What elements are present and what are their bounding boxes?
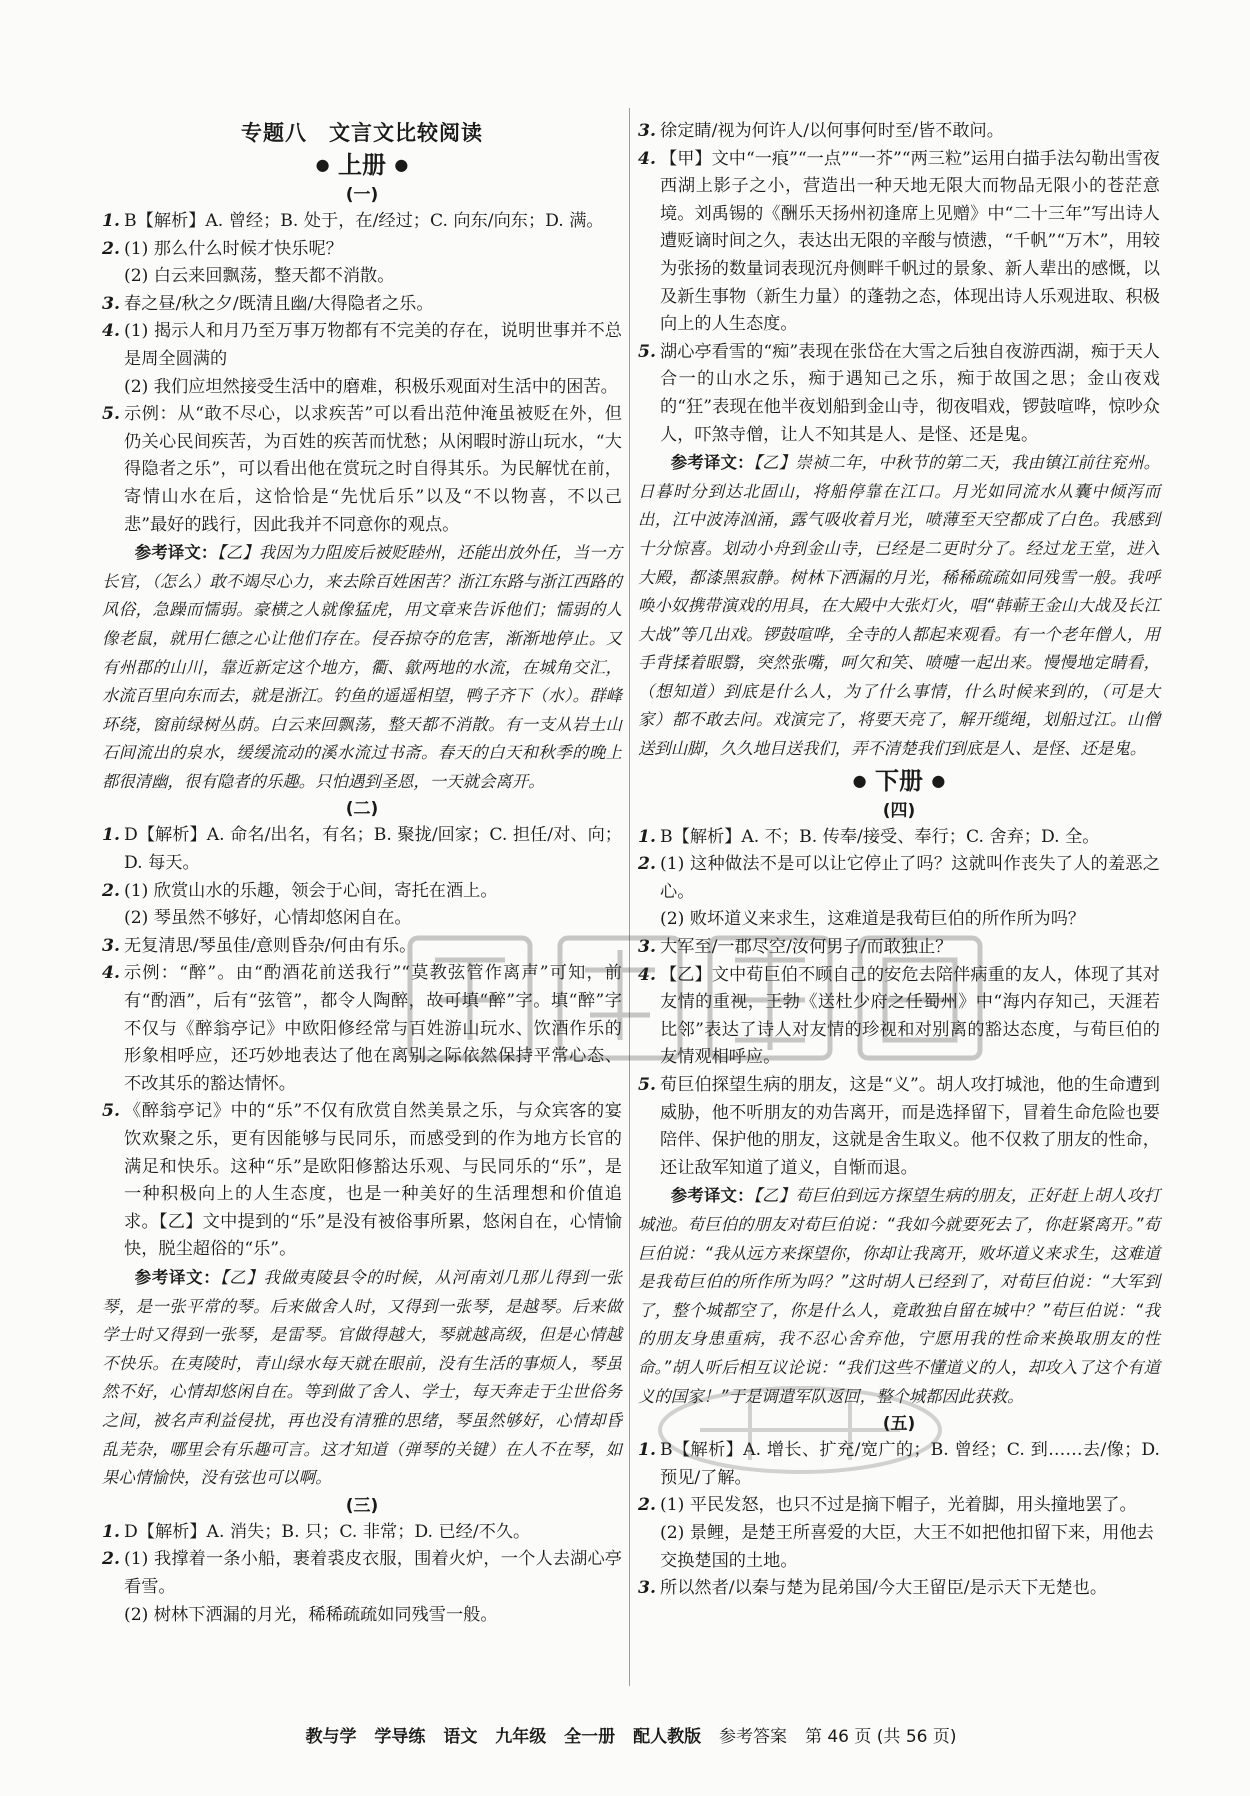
page-number: 第 46 页 (共 56 页) [804, 1727, 957, 1747]
question-item: 1. B【解析】A. 不；B. 传奉/接受、奉行；C. 舍弃；D. 全。 [638, 826, 1100, 847]
question-item: 2. (1) 平民发怒，也只不过是摘下帽子，光着脚，用头撞地罢了。 [638, 1495, 1137, 1516]
answer-line: (2) 琴虽然不够好，心情却悠闲自在。 [124, 908, 412, 929]
answer-line: (2) 白云来回飘荡，整天都不消散。 [124, 266, 395, 287]
footer-edition: 配人教版 [633, 1727, 702, 1747]
reference-translation: 参考译文：【乙】崇祯二年，中秋节的第二天，我由镇江前往兖州。日暮时分到达北固山，将船停靠在江口。月光如同流水从囊中倾泻而出，江中波涛汹涌，露气吸收着月光，喷薄至天空都成了白色。我感到十分惊喜。划动小舟到金山寺，已经是二更时分了。经过龙王堂，进入大殿，都漆黑寂静。树林下洒漏的月光，稀稀疏疏如同残雪一般。我呼唤小奴携带演戏的用具，在大殿中大张灯火，唱“韩蕲王金山大战及长江大战”等几出戏。锣鼓喧哗，全寺的人都起来观看。有一个老年僧人，用手背揉着眼翳，突然张嘴，呵欠和笑、喷嚏一起出来。慢慢地定睛看，（想知道）到底是什么人，为了什么事情，什么时候来到的，（可是大家）都不敢去问。戏演完了，将要天亮了，解开缆绳，划船过江。山僧送到山脚，久久地目送我们，弄不清楚我们到底是人、是怪、还是鬼。 [638, 453, 1160, 759]
question-item: 2. (1) 这种做法不是可以让它停止了吗？这就叫作丧失了人的羞恶之心。 [638, 854, 1160, 902]
section-heading-2: (二) [345, 799, 379, 820]
answer-line: (2) 我们应坦然接受生活中的磨难，积极乐观面对生活中的困苦。 [124, 376, 618, 397]
answer-line: (2) 败坏道义来求生，这难道是我荀巨伯的所作所为吗？ [660, 909, 1086, 930]
page-title: 专题八 文言文比较阅读 [241, 121, 483, 145]
footer-volume: 全一册 [564, 1727, 616, 1747]
footer-book: 教与学 [305, 1727, 357, 1747]
right-column [638, 118, 1166, 1688]
section-heading-1: (一) [345, 185, 379, 205]
question-item: 4. (1) 揭示人和月乃至万事万物都有不完美的存在，说明世事并不总是周全圆满的 [102, 321, 622, 369]
left-column [102, 118, 622, 1688]
footer-section: 参考答案 [719, 1727, 788, 1747]
question-item: 2. (1) 我撑着一条小船，裹着裘皮衣服，围着火炉，一个人去湖心亭看雪。 [102, 1549, 622, 1597]
question-item: 2. (1) 欣赏山水的乐趣，领会于心间，寄托在酒上。 [102, 880, 498, 901]
question-item: 1. D【解析】A. 消失；B. 只；C. 非常；D. 已经/不久。 [102, 1521, 531, 1542]
question-item: 3. 徐定睛/视为何许人/以何事何时至/皆不敢问。 [638, 121, 1004, 141]
question-item: 1. D【解析】A. 命名/出名，有名；B. 聚拢/回家；C. 担任/对、向；D. 每天。 [102, 825, 622, 874]
page-footer [102, 1722, 1160, 1747]
question-item: 5. 湖心亭看雪的“痴”表现在张岱在大雪之后独自夜游西湖，痴于天人合一的山水之乐，痴于遇知己之乐，痴于故国之思；金山夜戏的“狂”表现在他半夜划船到金山寺，彻夜唱戏，锣鼓喧哗，惊吵众人，吓煞寺僧，让人不知其是人、是怪、还是鬼。 [638, 341, 1160, 445]
section-heading-5: (五) [882, 1414, 916, 1435]
footer-subject: 语文 [443, 1727, 478, 1747]
question-item: 4. 【乙】文中荀巨伯不顾自己的安危去陪伴病重的友人，体现了其对友情的重视，王勃《送杜少府之任蜀州》中“海内存知己，天涯若比邻”表达了诗人对友情的珍视和对别离的豁达态度，与荀巨伯的友情观相呼应。 [638, 964, 1160, 1068]
question-item: 3. 无复清思/琴虽佳/意则昏杂/何由有乐。 [102, 935, 417, 956]
question-item: 4. 【甲】文中“一痕”“一点”“一芥”“两三粒”运用白描手法勾勒出雪夜西湖上影子之小，营造出一种天地无限大而物品无限小的苍茫意境。刘禹锡的《酬乐天扬州初逢席上见赠》中“二十三年”写出诗人遭贬谪时间之久，表达出无限的辛酸与愤懑，“千帆”“万木”，用较为张扬的数量词表现沉舟侧畔千帆过的景象、新人辈出的感慨，以及新生事物（新生力量）的蓬勃之态，体现出诗人乐观进取、积极向上的人生态度。 [638, 148, 1160, 335]
footer-grade: 九年级 [495, 1727, 547, 1747]
volume-heading-up: ● 上册 ● [315, 151, 409, 179]
answer-line: (2) 景鲤，是楚王所喜爱的大臣，大王不如把他扣留下来，用他去交换楚国的土地。 [660, 1522, 1154, 1571]
volume-heading-down: ● 下册 ● [852, 766, 946, 795]
question-item: 1. B【解析】A. 增长、扩充/宽广的；B. 曾经；C. 到……去/像；D. 预见/了解。 [638, 1440, 1166, 1488]
question-item: 5. 《醉翁亭记》中的“乐”不仅有欣赏自然美景之乐，与众宾客的宴饮欢聚之乐，更有因能够与民同乐，而感受到的作为地方长官的满足和快乐。这种“乐”是欧阳修豁达乐观、与民同乐的“乐”，是一种积极向上的人生态度，也是一种美好的生活理想和价值追求。【乙】文中提到的“乐”是没有被俗事所累，悠闲自在，心情愉快，脱尘超俗的“乐”。 [102, 1101, 622, 1260]
question-item: 3. 所以然者/以秦与楚为昆弟国/今大王留臣/是示天下无楚也。 [638, 1578, 1108, 1599]
question-item: 1. B【解析】A. 曾经；B. 处于，在/经过；C. 向东/向东；D. 满。 [102, 211, 604, 231]
footer-series: 学导练 [374, 1727, 426, 1747]
reference-translation: 参考译文：【乙】荀巨伯到远方探望生病的朋友，正好赶上胡人攻打城池。荀巨伯的朋友对荀巨伯说：“我如今就要死去了，你赶紧离开。”荀巨伯说：“我从远方来探望你，你却让我离开，败坏道义来求生，这难道是我荀巨伯的所作所为吗？”这时胡人已经到了，对荀巨伯说：“大军到了，整个城都空了，你是什么人，竟敢独自留在城中？”荀巨伯说：“我的朋友身患重病，我不忍心舍弃他，宁愿用我的性命来换取朋友的性命。”胡人听后相互议论说：“我们这些不懂道义的人，却攻入了这个有道义的国家！”于是调遣军队返回，整个城都因此获救。 [638, 1186, 1160, 1406]
question-item: 4. 示例：“醉”。由“酌酒花前送我行”“莫教弦管作离声”可知，前有“酌酒”，后有“弦管”，都令人陶醉，故可填“醉”字。填“醉”字不仅与《醉翁亭记》中欧阳修经常与百姓游山玩水、饮酒作乐的形象相呼应，还巧妙地表达了他在离别之际依然保持平常心态、不改其乐的豁达情怀。 [102, 963, 622, 1094]
section-heading-4: (四) [882, 800, 916, 821]
question-item: 2. (1) 那么什么时候才快乐呢？ [102, 238, 343, 259]
reference-translation: 参考译文：【乙】我因为力阻废后被贬睦州，还能出放外任，当一方长官，（怎么）敢不竭尽心力，来去除百姓困苦？浙江东路与浙江西路的风俗，急躁而懦弱。豪横之人就像猛虎，用文章来告诉他们；懦弱的人像老鼠，就用仁德之心让他们存在。侵吞掠夺的危害，渐渐地停止。又有州郡的山川，靠近新定这个地方，衢、歙两地的水流，在城角交汇，水流百里向东而去，就是浙江。钓鱼的遥遥相望，鸭子齐下（水）。群峰环绕，窗前绿树丛荫。白云来回飘荡，整天都不消散。有一支从岩土山石间流出的泉水，缓缓流动的溪水流过书斋。春天的白天和秋季的晚上都很清幽，很有隐者的乐趣。只怕遇到圣恩，一天就会离开。 [102, 543, 622, 791]
column-divider [629, 108, 630, 1686]
question-item: 5. 荀巨伯探望生病的朋友，这是“义”。胡人攻打城池，他的生命遭到威胁，他不听朋友的劝告离开，而是选择留下，冒着生命危险也要陪伴、保护他的朋友，这就是舍生取义。他不仅救了朋友的性命，还让敌军知道了道义，自惭而退。 [638, 1075, 1160, 1178]
question-item: 3. 春之昼/秋之夕/既清且幽/大得隐者之乐。 [102, 293, 434, 314]
question-item: 5. 示例：从“敢不尽心，以求疾苦”可以看出范仲淹虽被贬在外，但仍关心民间疾苦，为百姓的疾苦而忧愁；从闲暇时游山玩水，“大得隐者之乐”，可以看出他在赏玩之时自得其乐。为民解忧在前，寄情山水在后，这恰恰是“先忧后乐”以及“不以物喜，不以己悲”最好的践行，因此我并不同意你的观点。 [102, 404, 622, 535]
section-heading-3: (三) [345, 1495, 379, 1516]
reference-translation: 参考译文：【乙】我做夷陵县令的时候，从河南刘几那儿得到一张琴，是一张平常的琴。后来做舍人时，又得到一张琴，是越琴。后来做学士时又得到一张琴，是雷琴。官做得越大，琴就越高级，但是心情越不快乐。在夷陵时，青山绿水每天就在眼前，没有生活的事烦人，琴虽然不好，心情却悠闲自在。等到做了舍人、学士，每天奔走于尘世俗务之间，被名声利益侵扰，再也没有清雅的思绪，琴虽然够好，心情却昏乱芜杂，哪里会有乐趣可言。这才知道（弹琴的关键）在人不在琴，如果心情愉快，没有弦也可以啊。 [102, 1267, 622, 1488]
question-item: 3. 大军至/一郡尽空/汝何男子/而敢独止？ [638, 937, 953, 958]
answer-line: (2) 树林下洒漏的月光，稀稀疏疏如同残雪一般。 [124, 1604, 498, 1625]
